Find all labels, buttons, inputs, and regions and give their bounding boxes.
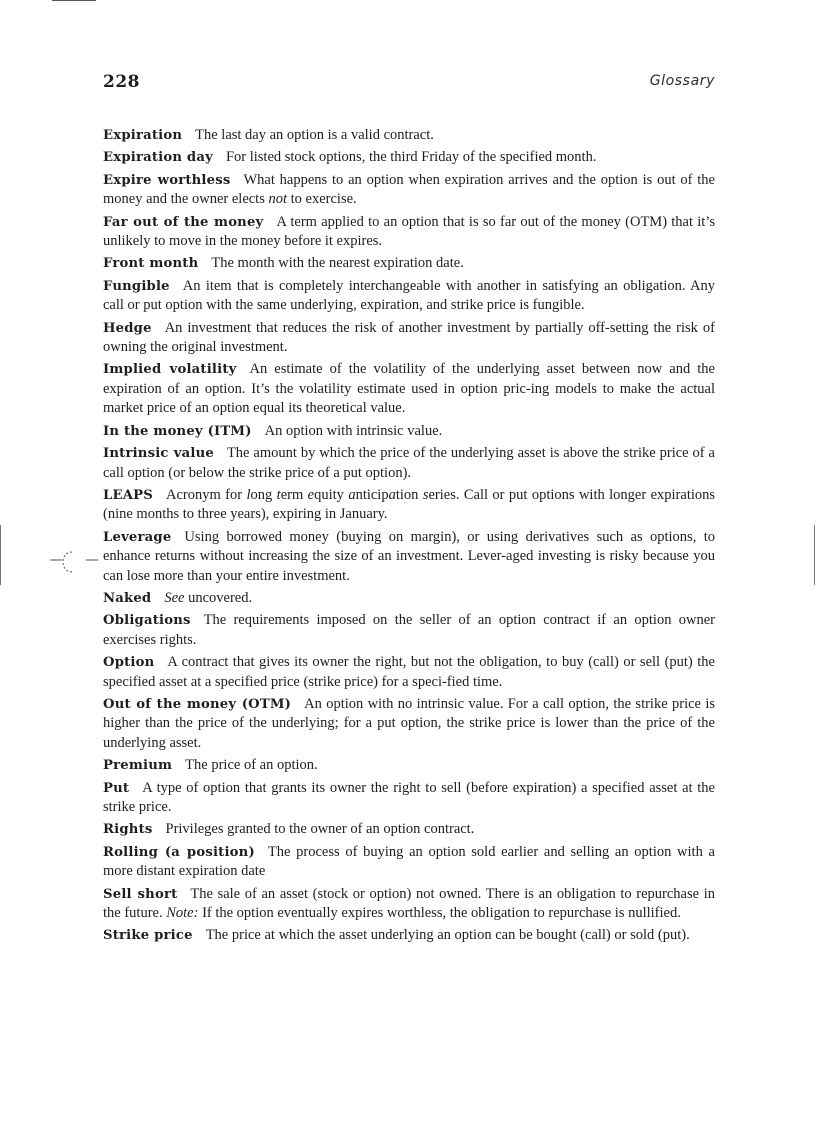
glossary-term: Option	[103, 655, 155, 671]
glossary-term: In the money (ITM)	[103, 423, 252, 439]
definition-text: nticip	[355, 486, 389, 503]
definition-emphasis: a	[388, 486, 396, 503]
glossary-definition	[103, 886, 715, 921]
running-head: Glossary	[649, 73, 715, 89]
glossary-term: Put	[103, 780, 130, 796]
definition-emphasis: a	[348, 486, 356, 503]
definition-text: What happens to an option when expiration arrives and the option is out of the money and the owner elects	[103, 171, 715, 208]
glossary-entry	[103, 171, 715, 210]
glossary-term: LEAPS	[103, 487, 153, 503]
glossary-definition	[103, 487, 715, 522]
glossary-entry	[103, 653, 715, 692]
definition-emphasis: See	[164, 589, 185, 606]
definition-emphasis: s	[422, 486, 429, 503]
definition-text: An estimate of the volatility of the underlying asset between now and the expiration of an option. It’s the volatility estimate used in option pric-ing models to make the actual market price of an option equal its theoretical value.	[103, 361, 715, 417]
glossary-definition	[265, 423, 443, 439]
glossary-term: Out of the money (OTM)	[103, 696, 292, 712]
definition-text: A term applied to an option that is so far out of the money (OTM) that it’s unlikely to move in the money before it expires.	[103, 213, 716, 250]
glossary-entry	[103, 779, 715, 818]
definition-text: The price at which the asset underlying an option can be bought (call) or sold (put).	[205, 927, 690, 944]
glossary-entry	[103, 695, 715, 753]
definition-emphasis: l	[246, 486, 251, 503]
glossary-definition	[164, 590, 252, 606]
page-number: 228	[103, 72, 140, 92]
glossary-term: Obligations	[103, 613, 191, 629]
page-header	[103, 70, 715, 96]
glossary-term: Front month	[103, 256, 199, 272]
glossary-entry	[103, 213, 715, 252]
definition-text: erm	[280, 486, 308, 503]
page-edge-right	[814, 525, 815, 585]
glossary-definition	[226, 149, 597, 165]
glossary-term: Sell short	[103, 886, 178, 902]
glossary-term: Hedge	[103, 320, 152, 336]
top-rule	[52, 0, 96, 1]
glossary-definition	[103, 654, 715, 689]
definition-text: to exercise.	[287, 191, 357, 208]
glossary-definition	[185, 757, 317, 773]
glossary-definition	[206, 927, 690, 943]
definition-text: If the option eventually expires worthless, the obligation to repurchase is nullified.	[198, 905, 681, 922]
glossary-entry	[103, 319, 715, 358]
glossary-definition	[103, 278, 715, 313]
definition-text: An option with no intrinsic value. For a call option, the strike price is higher than the price of the underlying; for a put option, the strike price is lower than the price of the underlying asset.	[103, 695, 715, 751]
glossary-entry	[103, 360, 715, 418]
glossary-term: Fungible	[103, 278, 170, 294]
glossary-definition	[211, 255, 463, 271]
glossary-term: Naked	[103, 590, 152, 606]
glossary-term: Expiration day	[103, 150, 213, 166]
glossary-entry	[103, 486, 715, 525]
glossary-term: Rolling (a position)	[103, 844, 255, 860]
glossary-entry	[103, 756, 715, 775]
definition-text: A contract that gives its owner the right, but not the obligation, to buy (call) or sell (put) the specified asset at a specified price (strike price) for a speci-fied time.	[103, 654, 715, 690]
definition-text: The requirements imposed on the seller of an option contract if an option owner exercises rights.	[103, 612, 715, 648]
definition-text: eries. Call or put options with longer expirations (nine months to three years), expiring in January.	[103, 486, 716, 523]
definition-text: Acronym for	[166, 486, 247, 503]
definition-text: An item that is completely interchangeable with another in satisfying an obligation. Any call or put option with the same underlying, expiration, and strike price is fungible.	[103, 277, 715, 314]
glossary-entry	[103, 611, 715, 650]
glossary-entry	[103, 444, 715, 483]
glossary-definition	[103, 612, 715, 647]
glossary-entry	[103, 843, 715, 882]
glossary-list	[103, 126, 715, 949]
glossary-term: Implied volatility	[103, 362, 237, 378]
glossary-definition	[166, 821, 475, 837]
glossary-definition	[195, 127, 434, 143]
glossary-term: Rights	[103, 822, 153, 838]
glossary-term: Strike price	[103, 928, 193, 944]
glossary-entry	[103, 926, 715, 945]
glossary-entry	[103, 277, 715, 316]
definition-text: The last day an option is a valid contract.	[195, 127, 434, 143]
glossary-entry	[103, 148, 715, 167]
glossary-entry	[103, 422, 715, 441]
definition-text: An option with intrinsic value.	[264, 422, 443, 439]
glossary-definition	[103, 529, 715, 584]
crop-mark-icon	[50, 550, 98, 580]
definition-emphasis: Note:	[166, 905, 199, 922]
definition-text: A type of option that grants its owner the right to sell (before expiration) a specified asset at the strike price.	[103, 779, 715, 815]
definition-emphasis: not	[268, 191, 288, 208]
glossary-term: Leverage	[103, 529, 172, 545]
glossary-entry	[103, 589, 715, 608]
glossary-term: Premium	[103, 758, 173, 774]
glossary-entry	[103, 254, 715, 273]
definition-text: The month with the nearest expiration date.	[211, 255, 464, 272]
glossary-definition	[103, 320, 715, 355]
glossary-entry	[103, 820, 715, 839]
glossary-entry	[103, 528, 715, 586]
definition-text: Privileges granted to the owner of an option contract.	[165, 821, 475, 838]
glossary-term: Intrinsic value	[103, 446, 214, 462]
definition-text: An investment that reduces the risk of another investment by partially off-setting the risk of owning the original investment.	[103, 319, 715, 356]
glossary-term: Expiration	[103, 128, 183, 143]
definition-text: quity	[314, 486, 349, 503]
definition-text: For listed stock options, the third Friday of the specified month.	[225, 149, 597, 166]
definition-text: The sale of an asset (stock or option) not owned. There is an obligation to repurchase in the future.	[103, 885, 715, 922]
definition-text: tion	[395, 486, 423, 503]
definition-text: The price of an option.	[185, 757, 318, 774]
glossary-entry	[103, 885, 715, 924]
definition-text: Using borrowed money (buying on margin), or using derivatives such as options, to enhance returns without increasing the size of an investment. Lever-aged investing is risky because you can lose more than your entire investment.	[103, 528, 715, 584]
definition-text: ong	[250, 486, 277, 503]
page-edge-left	[0, 525, 1, 585]
definition-emphasis: e	[307, 486, 315, 503]
definition-emphasis: t	[276, 486, 281, 503]
definition-text: The process of buying an option sold earlier and selling an option with a more distant expiration date	[103, 843, 715, 880]
glossary-term: Expire worthless	[103, 172, 231, 188]
definition-text: The amount by which the price of the underlying asset is above the strike price of a call option (or below the strike price of a put option).	[103, 445, 715, 481]
glossary-term: Far out of the money	[103, 214, 264, 230]
glossary-definition	[103, 780, 715, 815]
glossary-entry	[103, 126, 715, 145]
definition-text: uncovered.	[184, 589, 253, 606]
